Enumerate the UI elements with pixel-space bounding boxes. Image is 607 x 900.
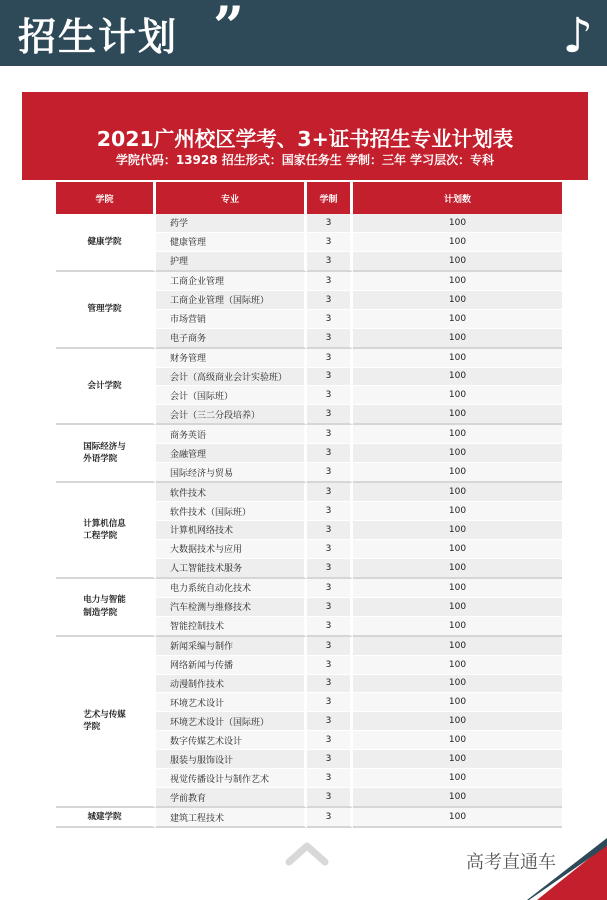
- years-cell: 3: [307, 368, 353, 387]
- chevron-up-icon[interactable]: [283, 838, 331, 868]
- major-cell: 商务英语: [156, 425, 307, 444]
- major-cell: 环境艺术设计（国际班）: [156, 712, 307, 731]
- page-title: 招生计划: [18, 15, 179, 59]
- plan-cell: 100: [353, 252, 562, 272]
- plan-cell: 100: [353, 656, 562, 675]
- years-cell: 3: [307, 329, 353, 349]
- years-cell: 3: [307, 731, 353, 750]
- college-cell: [56, 579, 156, 637]
- major-cell: 服装与服饰设计: [156, 750, 307, 769]
- years-cell: 3: [307, 675, 353, 694]
- major-cell: 新闻采编与制作: [156, 637, 307, 656]
- plan-cell: 100: [353, 637, 562, 656]
- table-row: [56, 349, 562, 368]
- major-cell: 汽车检测与维修技术: [156, 598, 307, 617]
- years-cell: 3: [307, 540, 353, 559]
- years-cell: 3: [307, 425, 353, 444]
- table-row: [56, 808, 562, 828]
- plan-cell: 100: [353, 808, 562, 828]
- years-cell: 3: [307, 750, 353, 769]
- major-cell: 软件技术: [156, 483, 307, 502]
- major-cell: 工商企业管理（国际班）: [156, 291, 307, 310]
- quote-mark: ”: [213, 0, 245, 58]
- plan-cell: 100: [353, 617, 562, 637]
- plan-cell: 100: [353, 502, 562, 521]
- major-cell: 会计（三二分段培养）: [156, 405, 307, 425]
- years-cell: 3: [307, 559, 353, 579]
- enrollment-plan-table: [56, 182, 562, 828]
- years-cell: 3: [307, 502, 353, 521]
- years-cell: 3: [307, 463, 353, 483]
- plan-cell: 100: [353, 329, 562, 349]
- years-cell: 3: [307, 769, 353, 788]
- major-cell: 数字传媒艺术设计: [156, 731, 307, 750]
- major-cell: 环境艺术设计: [156, 693, 307, 712]
- corner-decoration: [527, 838, 607, 900]
- major-cell: 会计（高级商业会计实验班）: [156, 368, 307, 387]
- college-cell: [56, 483, 156, 579]
- header-years: 学制: [307, 182, 353, 214]
- plan-cell: 100: [353, 712, 562, 731]
- table-body: [56, 214, 562, 828]
- table-row: [56, 272, 562, 291]
- plan-cell: 100: [353, 368, 562, 387]
- years-cell: 3: [307, 272, 353, 291]
- years-cell: 3: [307, 637, 353, 656]
- years-cell: 3: [307, 656, 353, 675]
- college-name: 国际经济与 外语学院: [83, 441, 126, 465]
- table-row: [56, 483, 562, 502]
- years-cell: 3: [307, 617, 353, 637]
- plan-cell: 100: [353, 291, 562, 310]
- major-cell: 护理: [156, 252, 307, 272]
- plan-cell: 100: [353, 349, 562, 368]
- plan-cell: 100: [353, 540, 562, 559]
- major-cell: 学前教育: [156, 788, 307, 808]
- plan-cell: 100: [353, 272, 562, 291]
- plan-cell: 100: [353, 559, 562, 579]
- plan-cell: 100: [353, 579, 562, 598]
- music-note-icon[interactable]: ♪: [562, 8, 593, 64]
- years-cell: 3: [307, 788, 353, 808]
- banner-heading: 2021广州校区学考、3+证书招生专业计划表: [96, 127, 514, 151]
- major-cell: 建筑工程技术: [156, 808, 307, 828]
- years-cell: 3: [307, 598, 353, 617]
- college-cell: [56, 425, 156, 483]
- table-row: [56, 579, 562, 598]
- major-cell: 会计（国际班）: [156, 386, 307, 405]
- plan-cell: 100: [353, 444, 562, 463]
- major-cell: 健康管理: [156, 233, 307, 252]
- years-cell: 3: [307, 386, 353, 405]
- plan-cell: 100: [353, 405, 562, 425]
- college-name: 管理学院: [87, 304, 122, 315]
- years-cell: 3: [307, 252, 353, 272]
- header-college: 学院: [56, 182, 156, 214]
- plan-cell: 100: [353, 386, 562, 405]
- plan-cell: 100: [353, 788, 562, 808]
- college-name: 电力与智能 制造学院: [83, 595, 126, 618]
- college-name: 城建学院: [87, 811, 122, 822]
- header-plan: 计划数: [353, 182, 562, 214]
- major-cell: 动漫制作技术: [156, 675, 307, 694]
- years-cell: 3: [307, 310, 353, 329]
- years-cell: 3: [307, 405, 353, 425]
- major-cell: 人工智能技术服务: [156, 559, 307, 579]
- banner-subheading: 学院代码：13928 招生形式：国家任务生 学制：三年 学习层次：专科: [115, 153, 495, 167]
- plan-banner: [22, 92, 588, 180]
- table-row: [56, 637, 562, 656]
- major-cell: 计算机网络技术: [156, 521, 307, 540]
- years-cell: 3: [307, 483, 353, 502]
- plan-cell: 100: [353, 675, 562, 694]
- brand-watermark: 高考直通车: [466, 852, 556, 873]
- college-cell: [56, 272, 156, 349]
- table-row: [56, 425, 562, 444]
- major-cell: 大数据技术与应用: [156, 540, 307, 559]
- plan-cell: 100: [353, 769, 562, 788]
- major-cell: 财务管理: [156, 349, 307, 368]
- major-cell: 工商企业管理: [156, 272, 307, 291]
- major-cell: 软件技术（国际班）: [156, 502, 307, 521]
- plan-cell: 100: [353, 693, 562, 712]
- major-cell: 电力系统自动化技术: [156, 579, 307, 598]
- college-cell: [56, 637, 156, 808]
- years-cell: 3: [307, 349, 353, 368]
- plan-cell: 100: [353, 214, 562, 233]
- major-cell: 国际经济与贸易: [156, 463, 307, 483]
- plan-cell: 100: [353, 425, 562, 444]
- college-name: 艺术与传媒 学院: [83, 710, 126, 733]
- years-cell: 3: [307, 693, 353, 712]
- years-cell: 3: [307, 291, 353, 310]
- plan-cell: 100: [353, 310, 562, 329]
- years-cell: 3: [307, 712, 353, 731]
- table-row: [56, 214, 562, 233]
- years-cell: 3: [307, 214, 353, 233]
- plan-cell: 100: [353, 483, 562, 502]
- major-cell: 药学: [156, 214, 307, 233]
- plan-cell: 100: [353, 731, 562, 750]
- plan-cell: 100: [353, 598, 562, 617]
- plan-cell: 100: [353, 233, 562, 252]
- college-name: 计算机信息 工程学院: [83, 518, 126, 541]
- major-cell: 智能控制技术: [156, 617, 307, 637]
- years-cell: 3: [307, 808, 353, 828]
- college-name: 健康学院: [87, 236, 122, 247]
- major-cell: 电子商务: [156, 329, 307, 349]
- years-cell: 3: [307, 444, 353, 463]
- years-cell: 3: [307, 521, 353, 540]
- plan-cell: 100: [353, 750, 562, 769]
- college-name: 会计学院: [87, 380, 122, 391]
- top-header-bar: [0, 0, 607, 66]
- major-cell: 金融管理: [156, 444, 307, 463]
- header-major: 专业: [156, 182, 307, 214]
- college-cell: [56, 808, 156, 828]
- major-cell: 视觉传播设计与制作艺术: [156, 769, 307, 788]
- college-cell: [56, 214, 156, 272]
- plan-cell: 100: [353, 463, 562, 483]
- years-cell: 3: [307, 233, 353, 252]
- years-cell: 3: [307, 579, 353, 598]
- plan-cell: 100: [353, 521, 562, 540]
- major-cell: 市场营销: [156, 310, 307, 329]
- major-cell: 网络新闻与传播: [156, 656, 307, 675]
- college-cell: [56, 349, 156, 426]
- table-header-row: [56, 182, 562, 214]
